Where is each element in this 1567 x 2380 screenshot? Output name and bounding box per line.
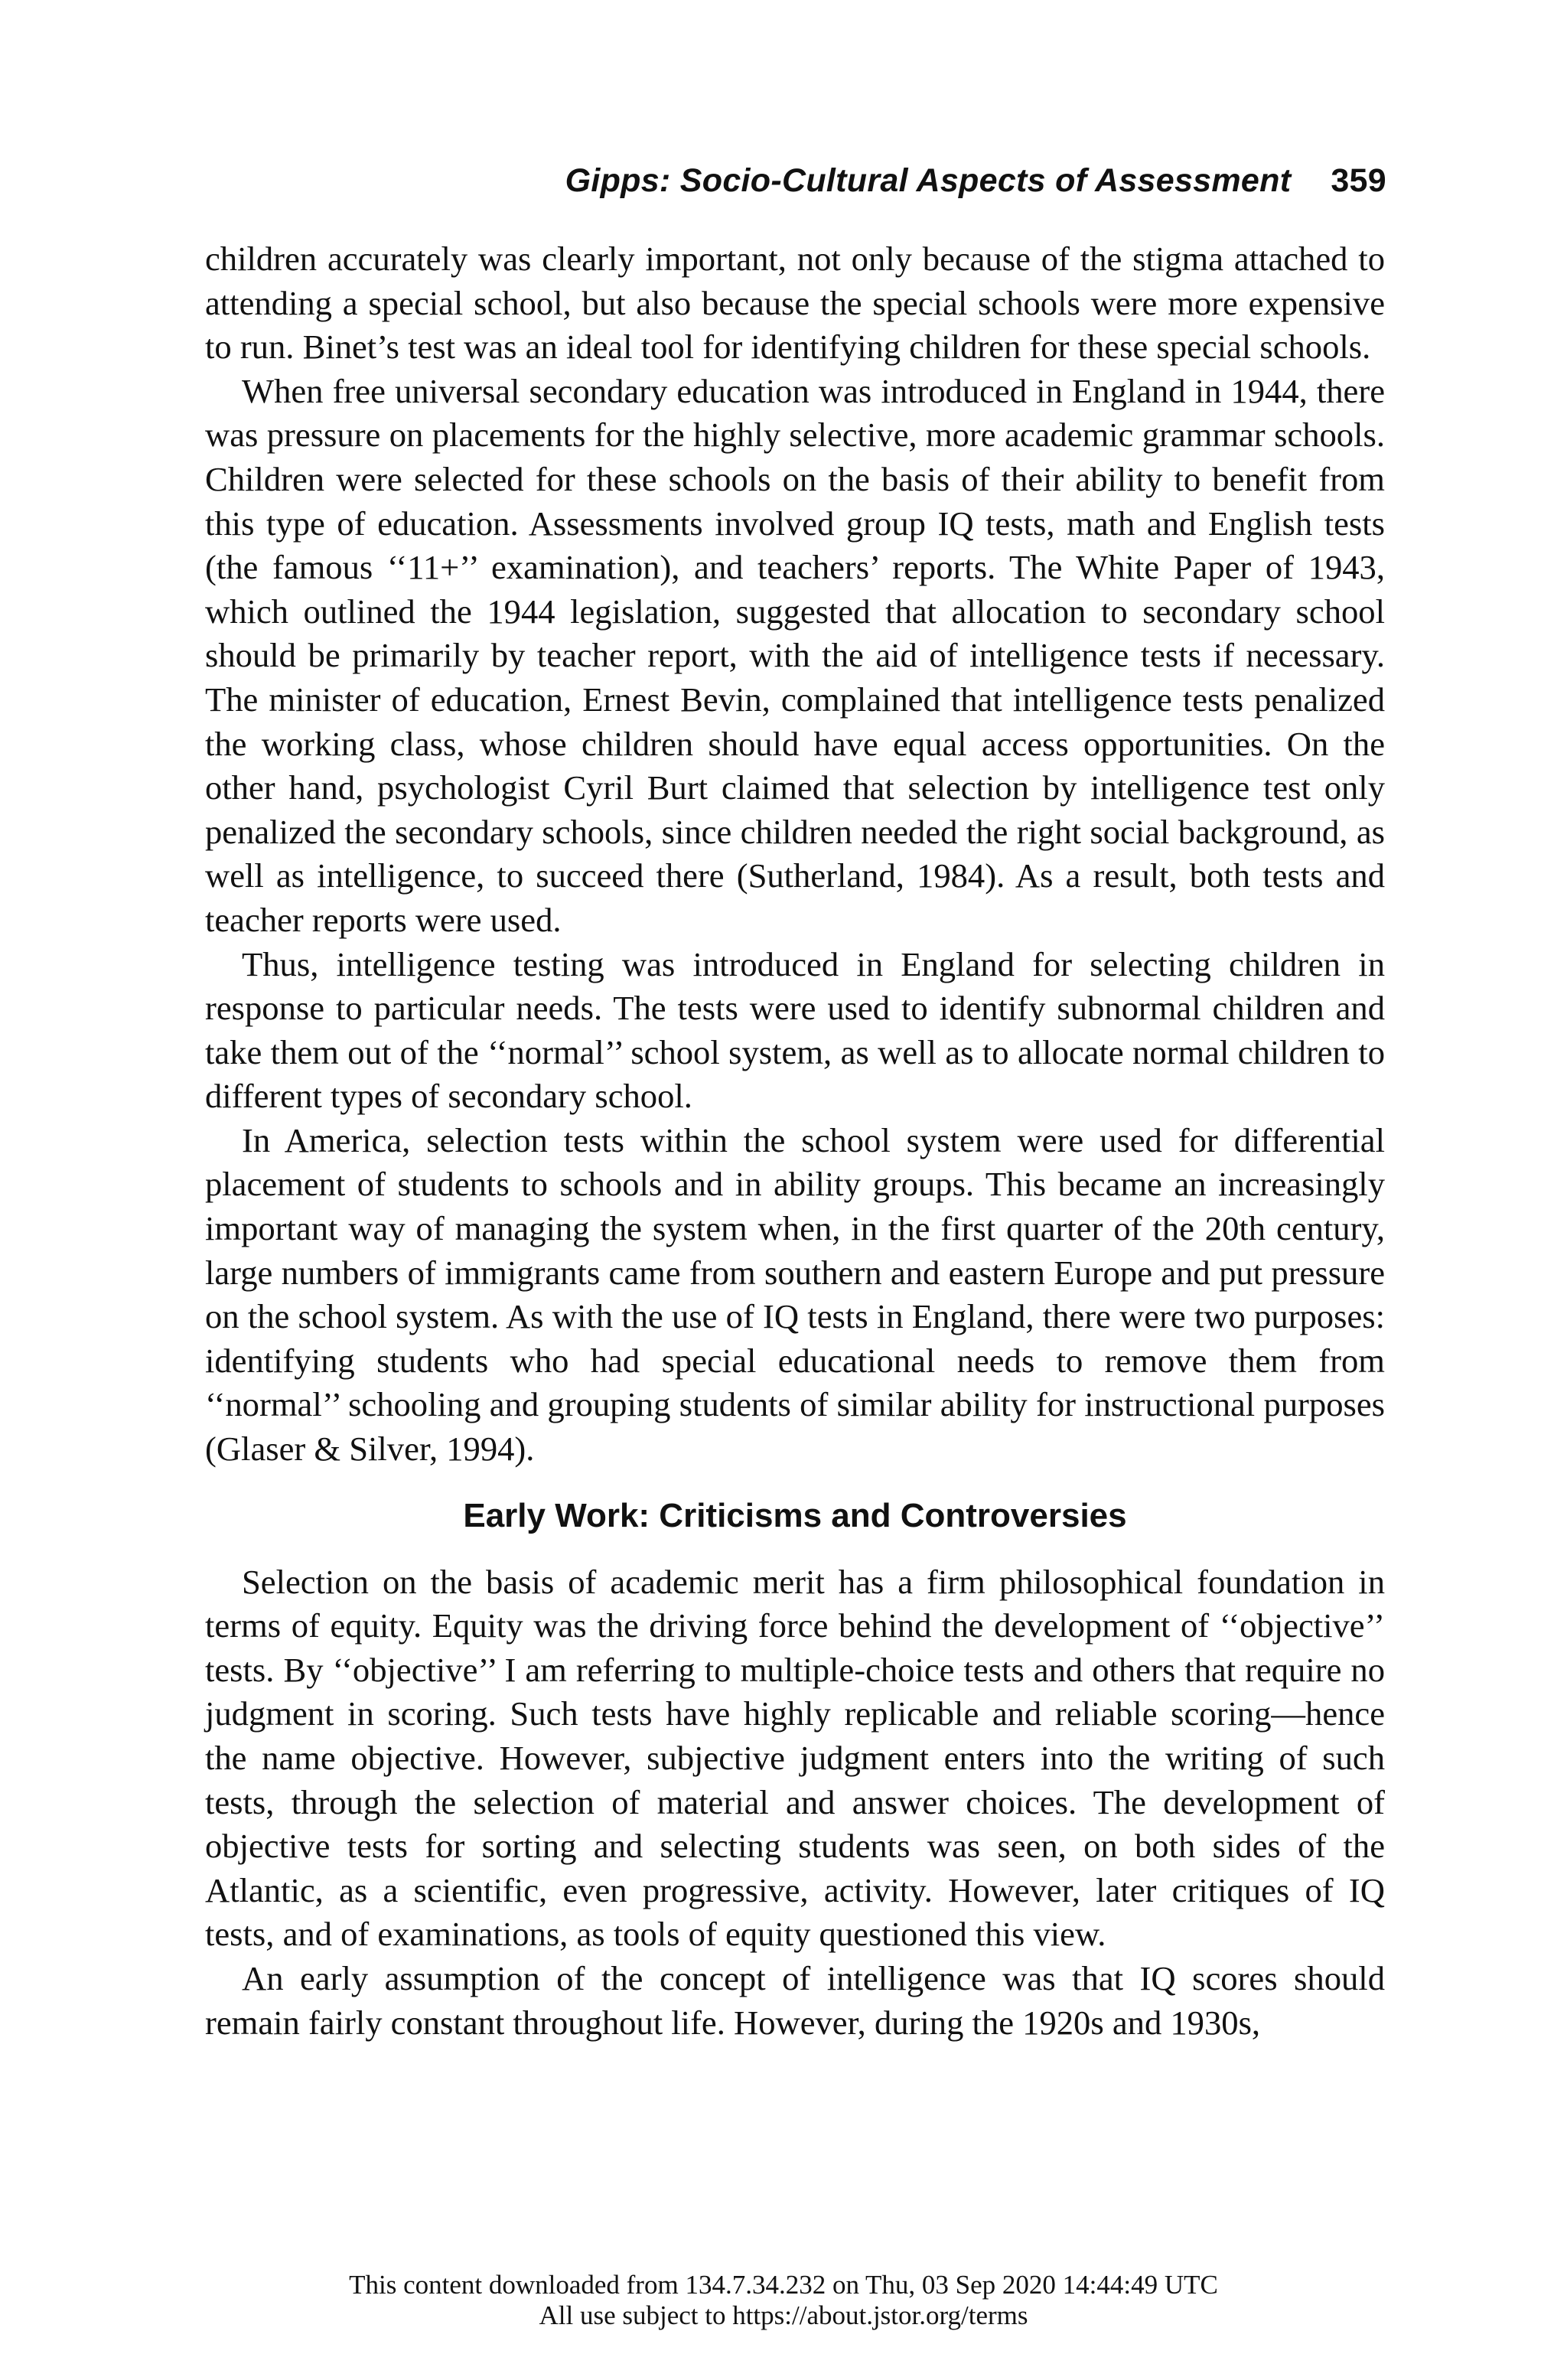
download-notice — [0, 2270, 1567, 2331]
paragraph: Thus, intelligence testing was introduced in England for selecting children in response to particular needs. The tests were used to identify subnormal children and take them out of the ‘‘normal’’ school system, as well as to allocate normal children to different types of secondary school. — [205, 944, 1385, 1116]
running-title: Gipps: Socio-Cultural Aspects of Assessment — [565, 162, 1292, 199]
article-body — [205, 237, 1385, 2045]
page-number: 359 — [1331, 162, 1386, 199]
paragraph: An early assumption of the concept of intelligence was that IQ scores should remain fairly constant throughout life. However, during the 1920s and 1930s, — [205, 1958, 1385, 2042]
paragraph-continued: children accurately was clearly important, not only because of the stigma attached to attending a special school, but also because the special schools were more expensive to run. Binet’s test was an ideal tool for identifying children for these special schools. — [205, 240, 1385, 367]
download-notice-line: This content downloaded from 134.7.34.232 on Thu, 03 Sep 2020 14:44:49 UTC — [349, 2270, 1218, 2300]
running-head — [565, 162, 1386, 200]
section-heading: Early Work: Criticisms and Controversies — [463, 1496, 1127, 1534]
paragraph: In America, selection tests within the school system were used for differential placement of students to schools and in ability groups. This became an increasingly important way of managing the system when, in the first quarter of the 20th century, large numbers of immigrants came from southern and eastern Europe and put pressure on the school system. As with the use of IQ tests in England, there were two purposes: identifying students who had special educational needs to remove them from ‘‘normal’’ schooling and grouping students of similar ability for instructional purposes (Glaser & Silver, 1994). — [205, 1120, 1385, 1469]
terms-notice-line[interactable]: All use subject to https://about.jstor.org/terms — [539, 2300, 1028, 2330]
paragraph: Selection on the basis of academic merit has a firm philosophical foundation in terms of equity. Equity was the driving force behind the development of ‘‘objective’’ tests. By ‘‘objective’’ I am referring to multiple-choice tests and others that require no judgment in scoring. Such tests have highly replicable and reliable scoring—hence the name objective. However, subjective judgment enters into the writing of such tests, through the selection of material and answer choices. The development of objective tests for sorting and selecting students was seen, on both sides of the Atlantic, as a scientific, even progressive, activity. However, later critiques of IQ tests, and of examinations, as tools of equity questioned this view. — [205, 1562, 1385, 1954]
paragraph: When free universal secondary education was introduced in England in 1944, there was pressure on placements for the highly selective, more academic grammar schools. Children were selected for these schools on the basis of their ability to benefit from this type of education. Assessments involved group IQ tests, math and English tests (the famous ‘‘11+’’ examination), and teachers’ reports. The White Paper of 1943, which outlined the 1944 legislation, suggested that allocation to secondary school should be primarily by teacher report, with the aid of intelligence tests if necessary. The minister of education, Ernest Bevin, complained that intelligence tests penalized the working class, whose children should have equal access opportunities. On the other hand, psychologist Cyril Burt claimed that selection by intelligence test only penalized the secondary schools, since children needed the right social background, as well as intelligence, to succeed there (Sutherland, 1984). As a result, both tests and teacher reports were used. — [205, 371, 1385, 939]
